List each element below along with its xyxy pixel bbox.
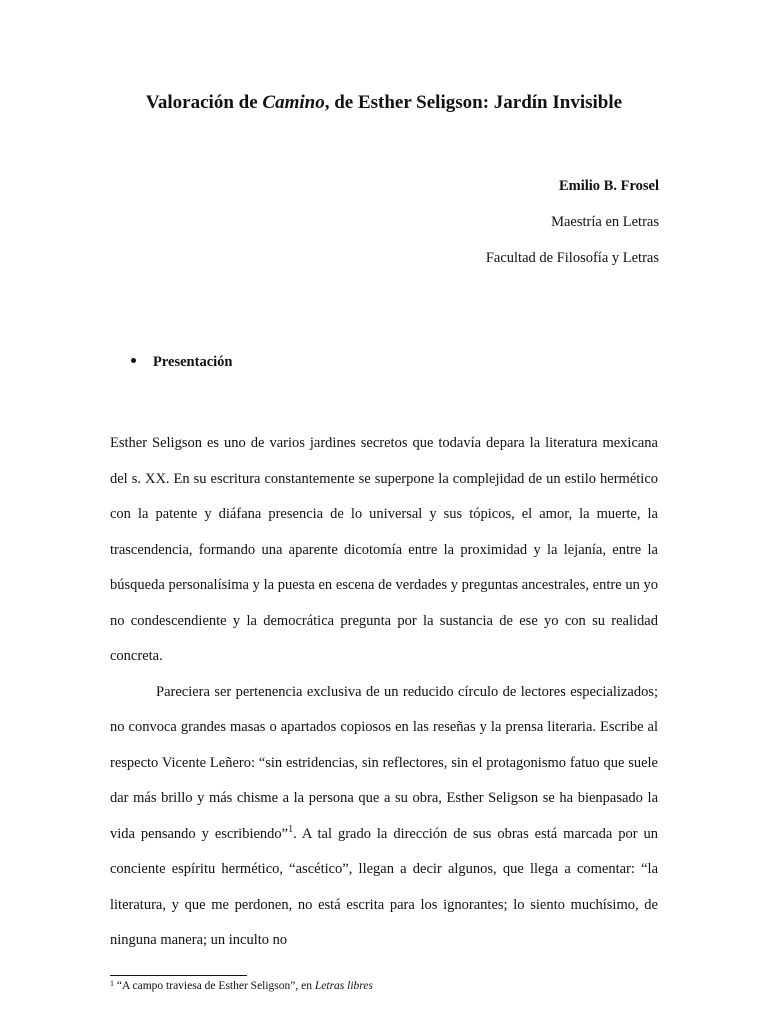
- author-faculty: Facultad de Filosofía y Letras: [485, 250, 659, 266]
- footnote-number: 1: [110, 979, 114, 988]
- page-title: [0, 92, 768, 114]
- paragraph-2-end: . A tal grado la dirección de sus obras está marcada por un conciente espíritu hermético, “ascético”, llegan a decir algunos, que llega a comentar: “la literatura, y que me perdonen, no está escrita para los ignorantes; lo siento muchísimo, de ninguna manera; un inculto no: [110, 825, 658, 948]
- section-heading: [131, 354, 232, 371]
- paragraph-2: [110, 675, 658, 959]
- title-work: Camino: [262, 92, 325, 113]
- body-text: [110, 426, 658, 959]
- footnote-reference[interactable]: 1: [288, 823, 294, 835]
- footnote: [110, 979, 373, 992]
- paragraph-1: Esther Seligson es uno de varios jardines secretos que todavía depara la literatura mexicana del s. XX. En su escritura constantemente se superpone la complejidad de un estilo hermético con la patente y diáfana presencia de lo universal y sus tópicos, el amor, la muerte, la trascendencia, formando una aparente dicotomía entre la proximidad y la lejanía, entre la búsqueda personalísima y la puesta en escena de verdades y preguntas ancestrales, entre un yo no condescendiente y la democrática pregunta por la sustancia de ese yo con su realidad concreta.: [110, 435, 658, 664]
- author-name: Emilio B. Frosel: [558, 178, 659, 194]
- title-prefix: Valoración de: [145, 92, 263, 113]
- author-program: Maestría en Letras: [551, 214, 659, 230]
- footnote-text: “A campo traviesa de Esther Seligson”, en: [114, 980, 315, 992]
- section-heading-label: Presentación: [153, 354, 233, 370]
- author-block: [486, 176, 659, 284]
- footnote-divider: [110, 975, 247, 976]
- footnote-source: Letras libres: [314, 980, 373, 992]
- bullet-icon: [131, 358, 136, 363]
- title-suffix: , de Esther Seligson: Jardín Invisible: [324, 92, 623, 113]
- paragraph-2-start: Pareciera ser pertenencia exclusiva de un reducido círculo de lectores especializados; no convoca grandes masas o apartados copiosos en las reseñas y la prensa literaria. Escribe al respecto Vicente Leñero: “sin estridencias, sin reflectores, sin el protagonismo fatuo que suele dar más brillo y más chisme a la persona que a su obra, Esther Seligson se ha bienpasado la vida pensando y escribiendo”: [110, 683, 658, 842]
